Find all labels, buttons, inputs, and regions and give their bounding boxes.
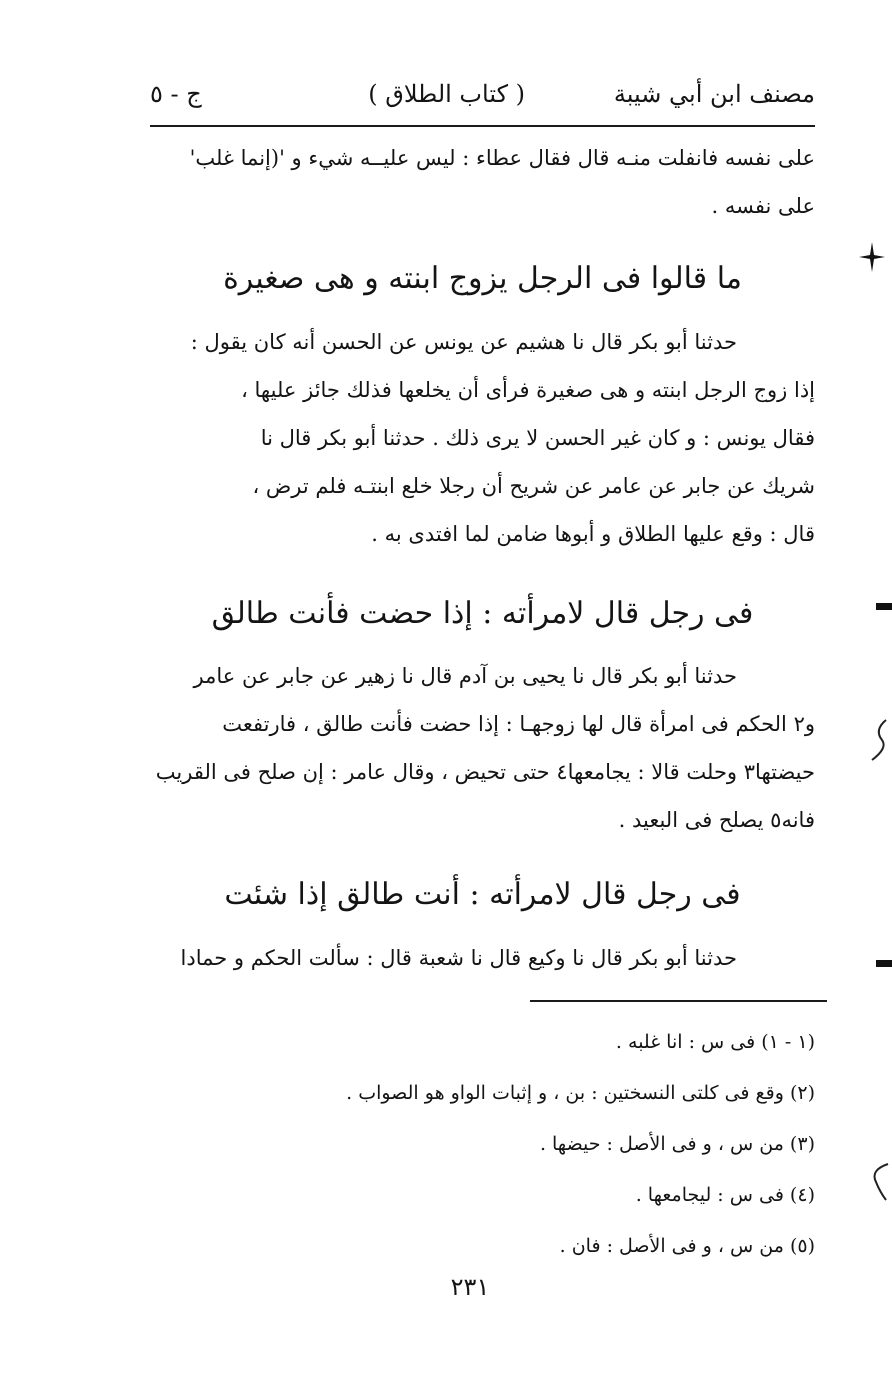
- text-line: فقال يونس : و كان غير الحسن لا يرى ذلك . حدثنا أبو بكر قال نا: [260, 426, 815, 450]
- text-line: حدثنا أبو بكر قال نا وكيع قال نا شعبة قال : سألت الحكم و حمادا: [180, 946, 737, 970]
- text-line: قال : وقع عليها الطلاق و أبوها ضامن لما افتدى به .: [371, 522, 815, 546]
- text-line: و٢ الحكم فى امرأة قال لها زوجهـا : إذا حضت فأنت طالق ، فارتفعت: [222, 712, 815, 736]
- page-number: ٢٣١: [450, 1273, 490, 1301]
- margin-squiggle-mark: [866, 1160, 890, 1204]
- footnotes: [300, 1020, 815, 1275]
- footnote: (٤) فى س : ليجامعها .: [635, 1184, 815, 1206]
- section-heading: فى رجل قال لامرأته : أنت طالق إذا شئت: [224, 877, 741, 912]
- section-heading: فى رجل قال لامرأته : إذا حضت فأنت طالق: [211, 596, 754, 631]
- margin-star-mark: [858, 240, 886, 274]
- section-paragraph: [150, 652, 815, 844]
- continuation-paragraph: [150, 134, 815, 230]
- footnote: (٥) من س ، و فى الأصل : فان .: [559, 1235, 815, 1257]
- margin-tab-mark: [876, 603, 892, 610]
- footnote-divider: [530, 1000, 827, 1002]
- footnote: (٢) وقع فى كلتى النسختين : بن ، و إثبات الواو هو الصواب .: [346, 1082, 815, 1104]
- book-title: مصنف ابن أبي شيبة: [613, 80, 815, 108]
- margin-squiggle-mark: [866, 718, 890, 762]
- volume-number: ج - ٥: [150, 80, 202, 108]
- footnote: (١ - ١) فى س : انا غلبه .: [615, 1031, 815, 1053]
- margin-tab-mark: [876, 960, 892, 967]
- text-line: على نفسه فانفلت منـه قال فقال عطاء : ليس عليــه شيء و '(إنما غلب': [189, 146, 815, 170]
- chapter-title: ( كتاب الطلاق ): [368, 80, 525, 108]
- text-line: حدثنا أبو بكر قال نا هشيم عن يونس عن الحسن أنه كان يقول :: [190, 330, 737, 354]
- text-line: حدثنا أبو بكر قال نا يحيى بن آدم قال نا زهير عن جابر عن عامر: [193, 664, 737, 688]
- footnote: (٣) من س ، و فى الأصل : حيضها .: [539, 1133, 815, 1155]
- section-paragraph: [150, 934, 815, 982]
- text-line: شريك عن جابر عن عامر عن شريح أن رجلا خلع ابنتـه فلم ترض ،: [252, 474, 815, 498]
- header-divider: [150, 125, 815, 127]
- running-header: [150, 72, 815, 124]
- section-heading: ما قالوا فى الرجل يزوج ابنته و هى صغيرة: [223, 261, 742, 296]
- text-line: إذا زوج الرجل ابنته و هى صغيرة فرأى أن يخلعها فذلك جائز عليها ،: [241, 378, 815, 402]
- text-line: على نفسه .: [711, 194, 815, 218]
- section-paragraph: [150, 318, 815, 558]
- text-line: حيضتها٣ وحلت قالا : يجامعها٤ حتى تحيض ، وقال عامر : إن صلح فى القريب: [155, 760, 815, 784]
- text-line: فانه٥ يصلح فى البعيد .: [618, 808, 815, 832]
